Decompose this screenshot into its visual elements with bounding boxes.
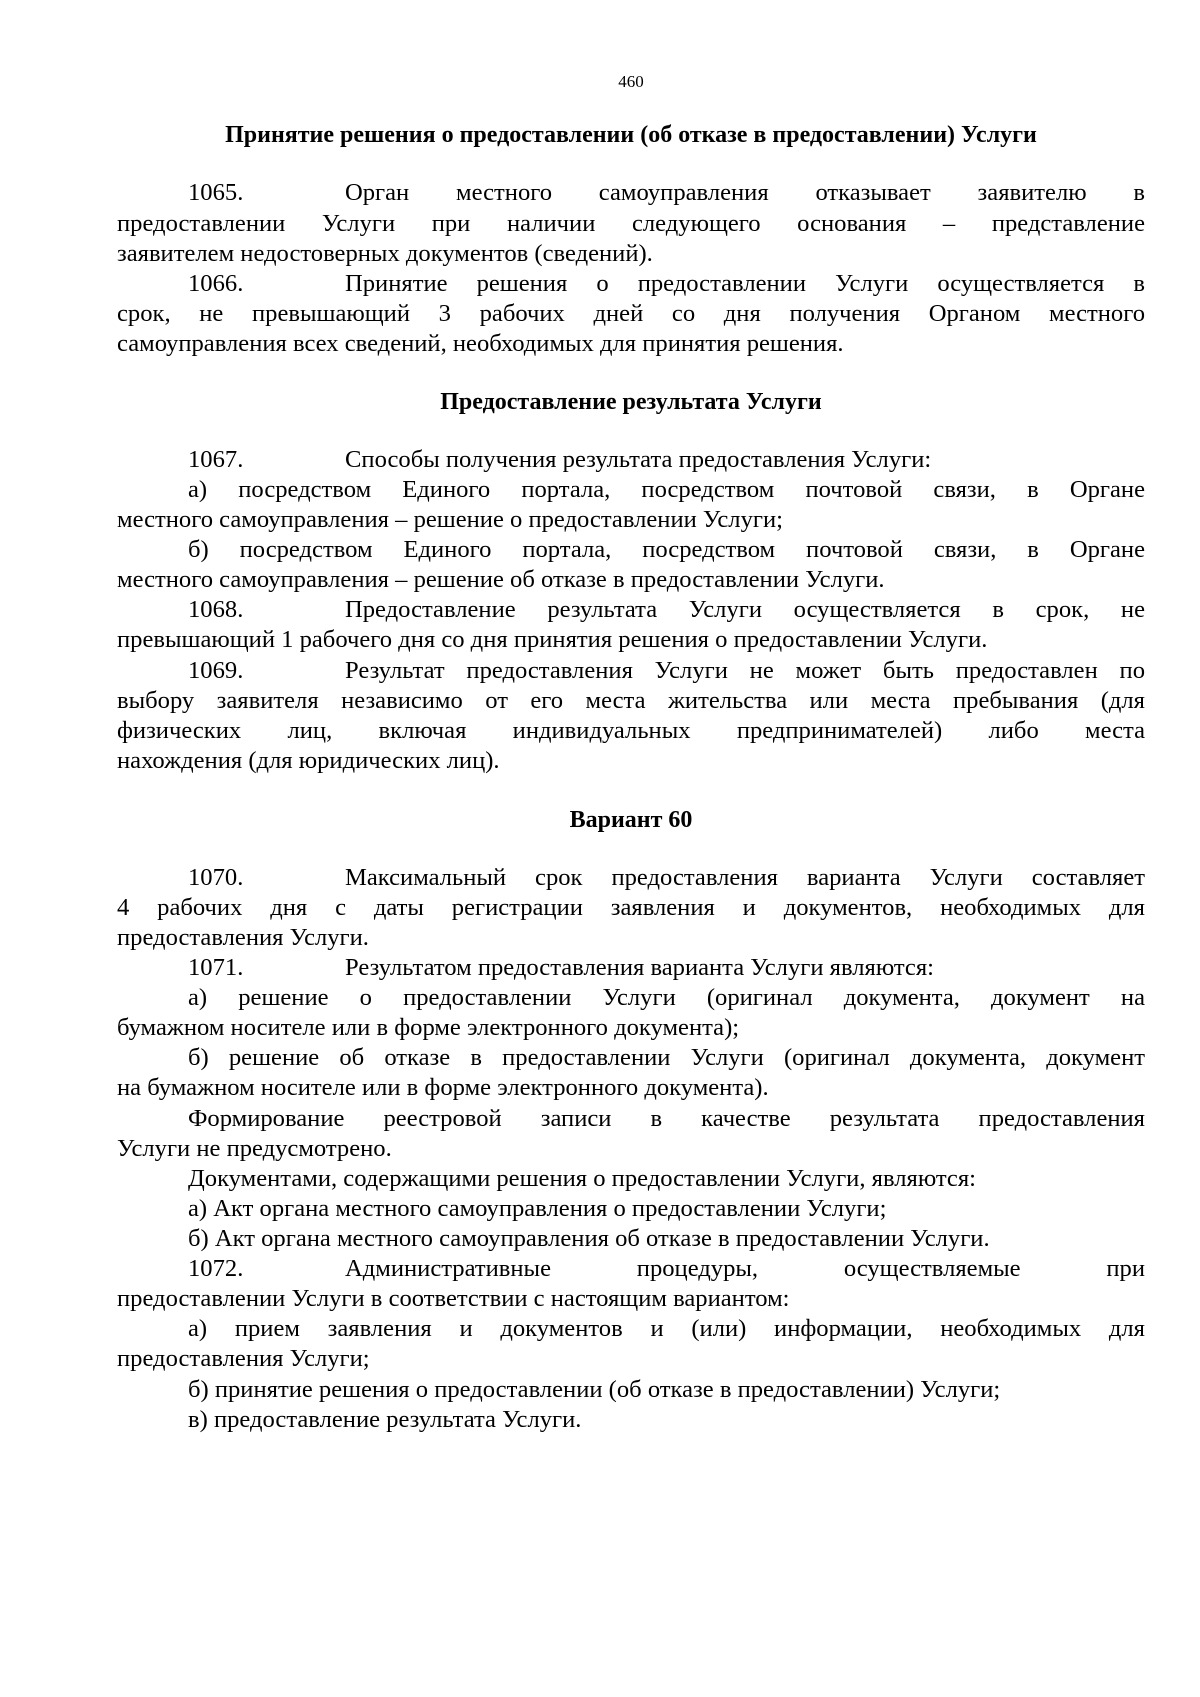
paragraph-1067-line-1: 1067. Способы получения результата предоставления Услуги: <box>188 446 932 473</box>
paragraph-1072-item-b: б) принятие решения о предоставлении (об отказе в предоставлении) Услуги; <box>188 1376 1001 1403</box>
paragraph-1071-line-1: 1071. Результатом предоставления варианта Услуги являются: <box>188 954 934 981</box>
paragraph-1069-line-1: 1069. Результат предоставления Услуги не может быть предоставлен по <box>188 657 1145 684</box>
paragraph-1071-registry-line-2: Услуги не предусмотрено. <box>117 1135 392 1162</box>
paragraph-1072-line-2: предоставлении Услуги в соответствии с настоящим вариантом: <box>117 1285 790 1312</box>
paragraph-1065-line-1: 1065. Орган местного самоуправления отказывает заявителю в <box>188 179 1145 206</box>
paragraph-1067-item-b-line-1: б) посредством Единого портала, посредством почтовой связи, в Органе <box>188 536 1145 563</box>
paragraph-1067-item-b-line-2: местного самоуправления – решение об отказе в предоставлении Услуги. <box>117 566 885 593</box>
paragraph-1066-line-1: 1066. Принятие решения о предоставлении Услуги осуществляется в <box>188 270 1145 297</box>
paragraph-1072-item-a-line-2: предоставления Услуги; <box>117 1345 370 1372</box>
section-heading-result: Предоставление результата Услуги <box>440 389 822 415</box>
section-heading-decision: Принятие решения о предоставлении (об отказе в предоставлении) Услуги <box>225 122 1037 148</box>
page-number: 460 <box>618 72 644 91</box>
paragraph-1071-item-b-line-2: на бумажном носителе или в форме электронного документа). <box>117 1074 769 1101</box>
paragraph-1071-documents-item-a: а) Акт органа местного самоуправления о предоставлении Услуги; <box>188 1195 887 1222</box>
paragraph-1072-item-a-line-1: а) прием заявления и документов и (или) информации, необходимых для <box>188 1315 1145 1342</box>
paragraph-1069-line-2: выбору заявителя независимо от его места жительства или места пребывания (для <box>117 687 1145 714</box>
paragraph-1069-line-3: физических лиц, включая индивидуальных предпринимателей) либо места <box>117 717 1145 744</box>
paragraph-1067-item-a-line-2: местного самоуправления – решение о предоставлении Услуги; <box>117 506 783 533</box>
paragraph-1070-line-3: предоставления Услуги. <box>117 924 369 951</box>
paragraph-1071-item-a-line-2: бумажном носителе или в форме электронного документа); <box>117 1014 740 1041</box>
paragraph-1072-item-c: в) предоставление результата Услуги. <box>188 1406 582 1433</box>
paragraph-1071-documents-item-b: б) Акт органа местного самоуправления об отказе в предоставлении Услуги. <box>188 1225 990 1252</box>
paragraph-1072-line-1: 1072. Административные процедуры, осуществляемые при <box>188 1255 1145 1282</box>
section-heading-variant: Вариант 60 <box>569 807 693 833</box>
paragraph-1065-line-2: предоставлении Услуги при наличии следующего основания – представление <box>117 210 1145 237</box>
paragraph-1071-item-a-line-1: а) решение о предоставлении Услуги (оригинал документа, документ на <box>188 984 1145 1011</box>
paragraph-1068-line-2: превышающий 1 рабочего дня со дня принятия решения о предоставлении Услуги. <box>117 626 988 653</box>
paragraph-1067-item-a-line-1: а) посредством Единого портала, посредством почтовой связи, в Органе <box>188 476 1145 503</box>
paragraph-1071-registry-line-1: Формирование реестровой записи в качестве результата предоставления <box>188 1105 1145 1132</box>
paragraph-1070-line-1: 1070. Максимальный срок предоставления варианта Услуги составляет <box>188 864 1145 891</box>
paragraph-1066-line-3: самоуправления всех сведений, необходимых для принятия решения. <box>117 330 844 357</box>
paragraph-1069-line-4: нахождения (для юридических лиц). <box>117 747 500 774</box>
paragraph-1065-line-3: заявителем недостоверных документов (сведений). <box>117 240 653 267</box>
paragraph-1066-line-2: срок, не превышающий 3 рабочих дней со дня получения Органом местного <box>117 300 1145 327</box>
paragraph-1070-line-2: 4 рабочих дня с даты регистрации заявления и документов, необходимых для <box>117 894 1145 921</box>
paragraph-1071-item-b-line-1: б) решение об отказе в предоставлении Услуги (оригинал документа, документ <box>188 1044 1145 1071</box>
paragraph-1068-line-1: 1068. Предоставление результата Услуги осуществляется в срок, не <box>188 596 1145 623</box>
paragraph-1071-documents-line: Документами, содержащими решения о предоставлении Услуги, являются: <box>188 1165 976 1192</box>
